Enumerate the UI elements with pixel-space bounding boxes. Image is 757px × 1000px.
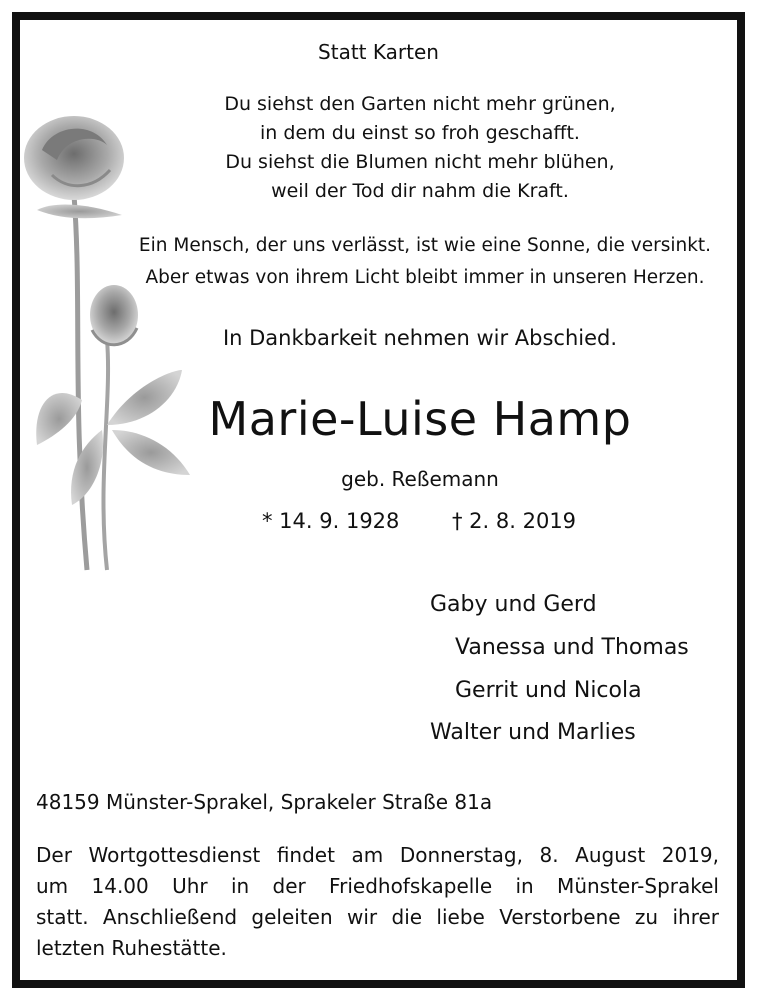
deceased-name: Marie-Luise Hamp	[208, 392, 632, 446]
rose-illustration	[12, 100, 202, 580]
poem	[200, 90, 640, 206]
farewell-text: In Dankbarkeit nehmen wir Abschied.	[222, 326, 618, 350]
service-info	[36, 840, 719, 964]
family-member: Gerrit und Nicola	[455, 678, 642, 703]
service-line: Der Wortgottesdienst findet am Donnerstag, 8. August 2019,	[36, 843, 719, 867]
family-member: Walter und Marlies	[430, 720, 636, 745]
poem-line: Du siehst den Garten nicht mehr grünen,	[224, 93, 616, 115]
death-date: † 2. 8. 2019	[452, 509, 577, 533]
header-text: Statt Karten	[318, 40, 439, 64]
poem-line: Du siehst die Blumen nicht mehr blühen,	[225, 151, 615, 173]
family-member: Gaby und Gerd	[430, 592, 597, 617]
quote-line: Aber etwas von ihrem Licht bleibt immer in unseren Herzen.	[145, 267, 705, 288]
poem-line: weil der Tod dir nahm die Kraft.	[271, 180, 569, 202]
service-line: letzten Ruhestätte.	[36, 936, 227, 960]
address: 48159 Münster-Sprakel, Sprakeler Straße 81a	[36, 790, 493, 814]
quote-line: Ein Mensch, der uns verlässt, ist wie eine Sonne, die versinkt.	[138, 235, 712, 256]
service-line: statt. Anschließend geleiten wir die liebe Verstorbene zu ihrer	[36, 905, 719, 929]
birth-date: * 14. 9. 1928	[262, 509, 400, 533]
poem-line: in dem du einst so froh geschafft.	[260, 122, 580, 144]
service-line: um 14.00 Uhr in der Friedhofskapelle in Münster-Sprakel	[36, 874, 719, 898]
born-name: geb. Reßemann	[341, 467, 499, 491]
family-member: Vanessa und Thomas	[455, 635, 689, 660]
quote	[120, 230, 730, 294]
